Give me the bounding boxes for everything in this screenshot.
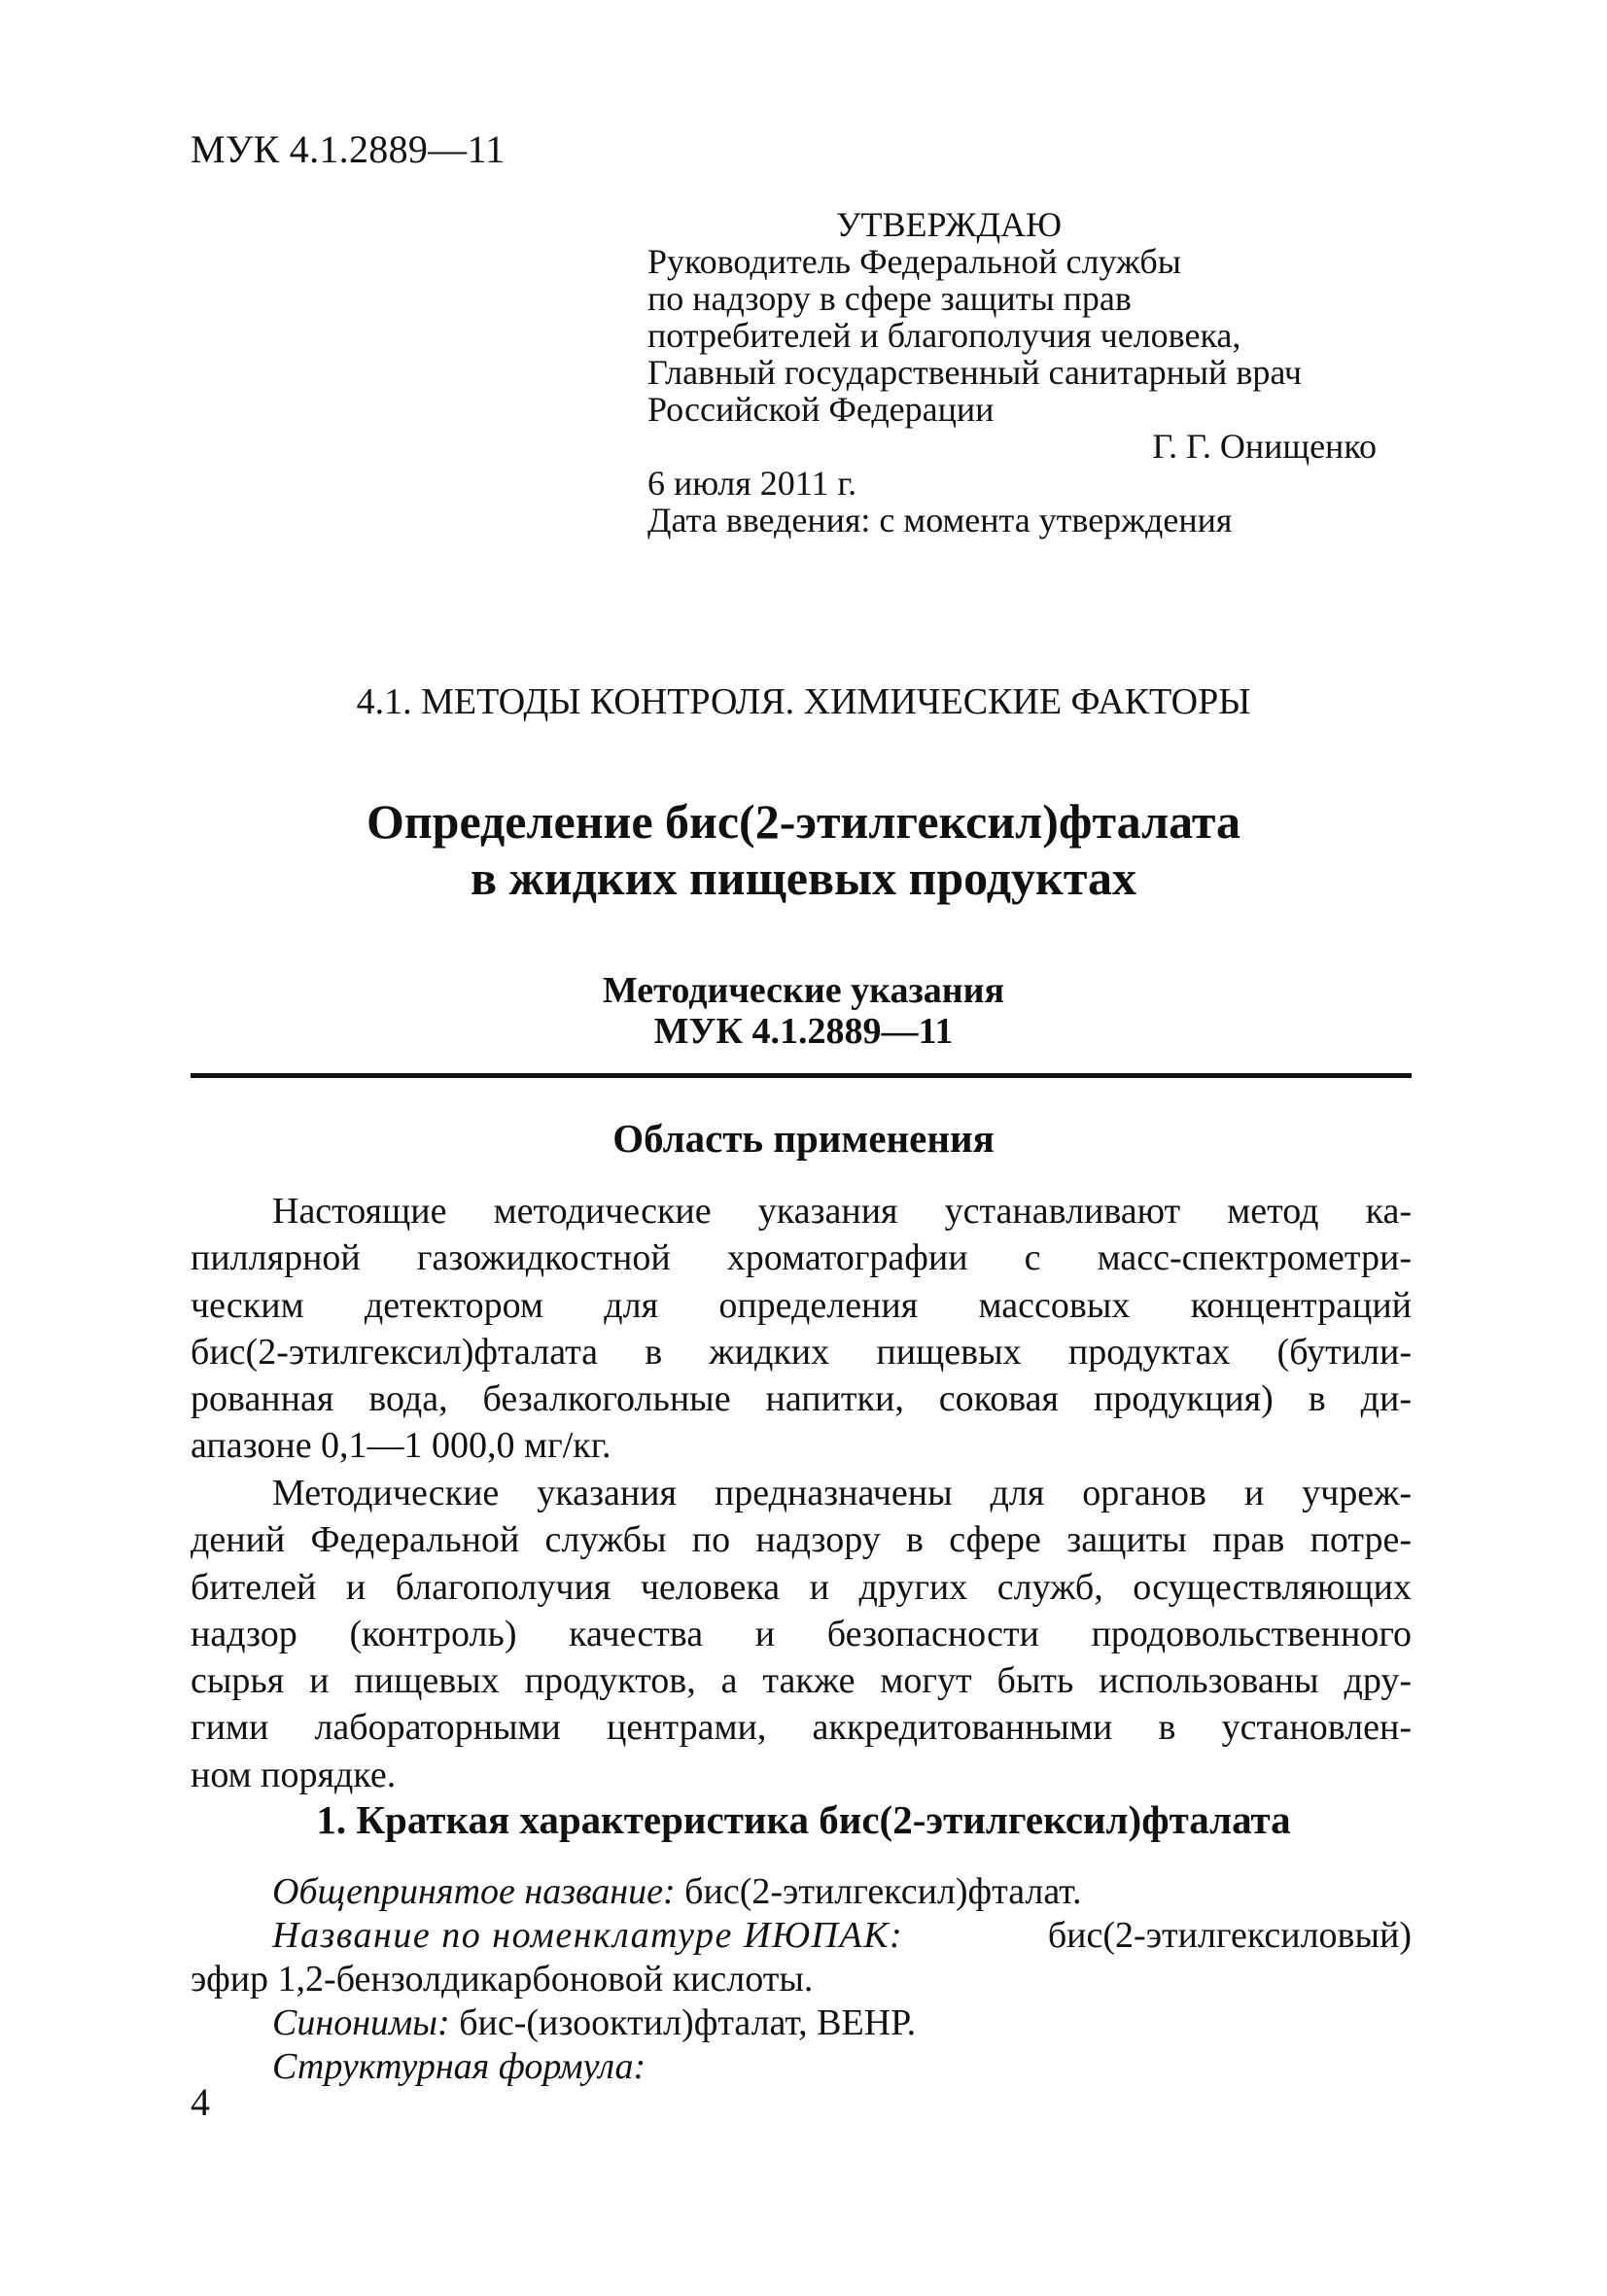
synonyms-label: Синонимы: xyxy=(272,2002,450,2043)
iupac-name-row xyxy=(191,1914,1412,1958)
document-title xyxy=(0,793,1607,906)
scope-heading: Область применения xyxy=(612,1116,995,1161)
text-line: апазоне 0,1—1 000,0 мг/кг. xyxy=(191,1425,611,1467)
approval-line: Главный государственный санитарный врач xyxy=(647,353,1302,392)
synonyms-value: бис-(изооктил)фталат, ВЕНР. xyxy=(449,2002,917,2043)
substance-characteristics xyxy=(191,1870,1412,2089)
approval-signer: Г. Г. Онищенко xyxy=(1152,427,1377,466)
structural-formula-label xyxy=(191,2045,1412,2089)
common-name-label: Общепринятое название: xyxy=(272,1871,676,1912)
document-title-line: Определение бис(2-этилгексил)фталата xyxy=(366,794,1241,849)
text-line: дений Федеральной службы по надзору в сфере защиты прав потре- xyxy=(191,1519,1412,1561)
scope-paragraph-1 xyxy=(191,1188,1412,1470)
common-name-row xyxy=(191,1870,1412,1914)
text-line: бителей и благополучия человека и других служб, осуществляющих xyxy=(191,1566,1412,1608)
approval-block xyxy=(647,206,1396,539)
text-line: надзор (контроль) качества и безопасности продовольственного xyxy=(191,1613,1412,1654)
iupac-name-value: бис(2-этилгексиловый) xyxy=(1047,1915,1412,1956)
iupac-name-continuation: эфир 1,2-бензолдикарбоновой кислоты. xyxy=(191,1959,814,2000)
horizontal-rule xyxy=(191,1073,1412,1078)
common-name-value: бис(2-этилгексил)фталат. xyxy=(675,1871,1082,1912)
text-line: Методические указания предназначены для органов и учреж- xyxy=(272,1473,1412,1513)
approval-effective-date: Дата введения: с момента утверждения xyxy=(647,501,1233,539)
scope-paragraph-2 xyxy=(191,1470,1412,1798)
text-line: ном порядке. xyxy=(191,1754,397,1795)
approval-line: потребителей и благополучия человека, xyxy=(647,316,1241,355)
approval-title: УТВЕРЖДАЮ xyxy=(835,205,1063,244)
text-line: сырья и пищевых продуктов, а также могут быть использованы дру- xyxy=(191,1660,1412,1702)
text-line: рованная вода, безалкогольные напитки, соковая продукция) в ди- xyxy=(191,1378,1412,1420)
section-1-heading: 1. Краткая характеристика бис(2-этилгексил)фталата xyxy=(316,1797,1291,1842)
approval-line: Руководитель Федеральной службы xyxy=(647,242,1181,281)
approval-line: Российской Федерации xyxy=(647,390,995,429)
text-line: гими лабораторными центрами, аккредитованными в установлен- xyxy=(191,1707,1412,1749)
text-line: ческим детектором для определения массовых концентраций xyxy=(191,1284,1412,1326)
document-code-header: МУК 4.1.2889—11 xyxy=(191,127,506,171)
section-label: 4.1. МЕТОДЫ КОНТРОЛЯ. ХИМИЧЕСКИЕ ФАКТОРЫ xyxy=(356,681,1251,722)
document-subtitle xyxy=(0,970,1607,1052)
structural-formula-label-text: Структурная формула: xyxy=(272,2046,646,2087)
approval-line: по надзору в сфере защиты прав xyxy=(647,279,1132,318)
text-line: пиллярной газожидкостной хроматографии с масс-спектрометри- xyxy=(191,1237,1412,1279)
approval-date: 6 июля 2011 г. xyxy=(647,464,857,503)
subtitle-line: Методические указания xyxy=(602,970,1005,1011)
document-title-line: в жидких пищевых продуктах xyxy=(471,851,1136,905)
subtitle-line: МУК 4.1.2889—11 xyxy=(653,1011,954,1052)
text-line: Настоящие методические указания устанавливают метод ка- xyxy=(272,1191,1412,1232)
synonyms-row xyxy=(191,2001,1412,2045)
page-number: 4 xyxy=(191,2080,210,2124)
text-line: бис(2-этилгексил)фталата в жидких пищевых продуктах (бутили- xyxy=(191,1331,1412,1373)
iupac-name-label: Название по номенклатуре ИЮПАК: xyxy=(272,1915,904,1956)
